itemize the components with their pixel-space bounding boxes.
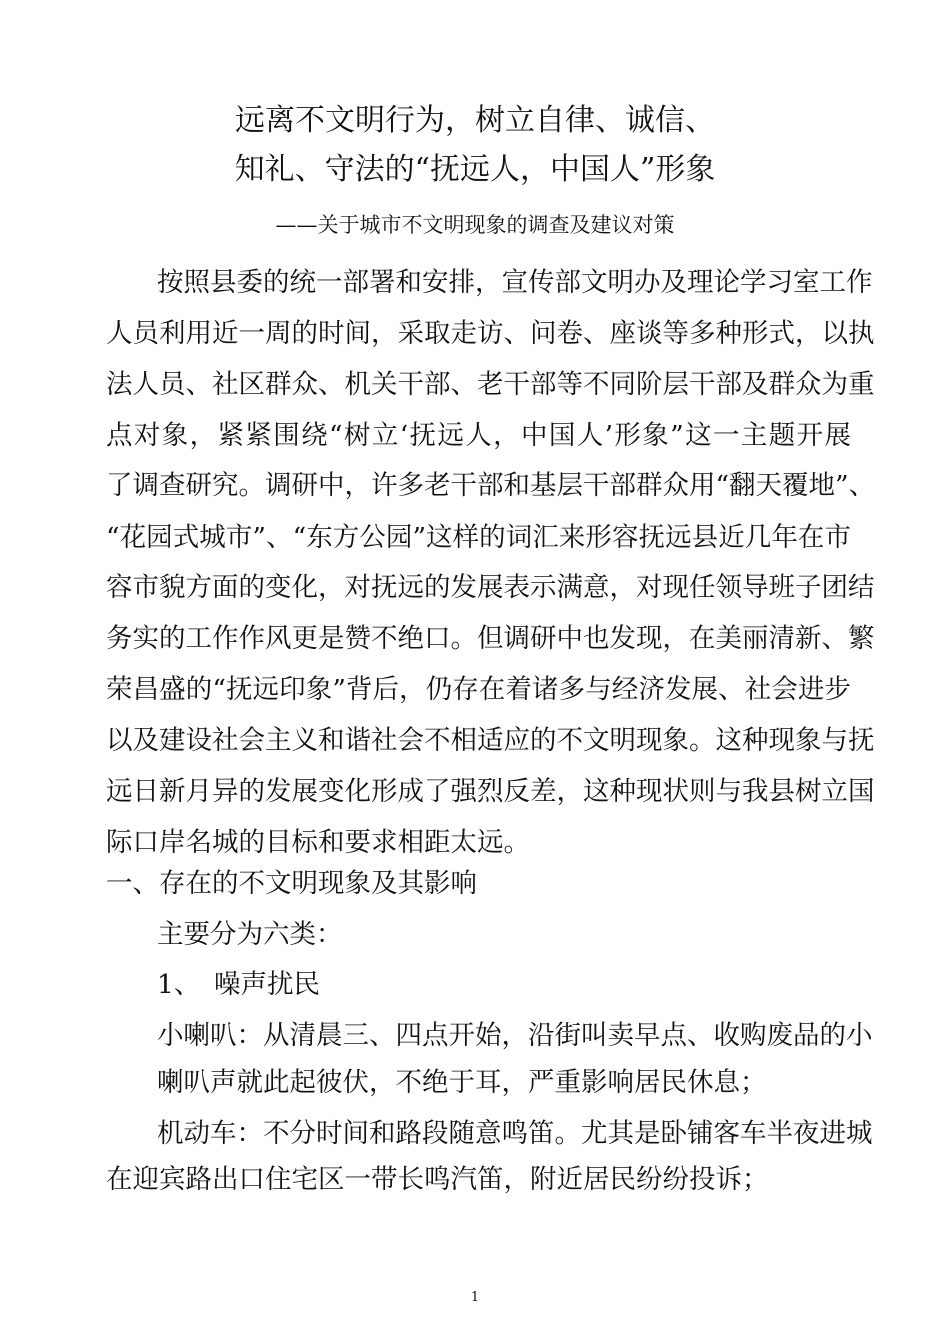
page-number: 1	[470, 1290, 480, 1305]
list-item-number: 1、	[157, 969, 201, 1000]
categories-intro: 主要分为六类：	[157, 919, 343, 950]
subtitle: ——关于城市不文明现象的调查及建议对策	[275, 213, 675, 237]
list-item-1	[157, 968, 851, 1002]
paragraph-line: 法人员、社区群众、机关干部、老干部等不同阶层干部及群众为重	[106, 369, 875, 400]
paragraph-line: 人员利用近一周的时间，采取走访、问卷、座谈等多种形式，以执	[106, 318, 875, 349]
section-heading: 一、存在的不文明现象及其影响	[106, 868, 477, 899]
paragraph-line: 了调查研究。调研中，许多老干部和基层干部群众用“翻天覆地”、	[106, 470, 876, 501]
paragraph-line: 按照县委的统一部署和安排，宣传部文明办及理论学习室工作	[157, 267, 873, 298]
paragraph-line: 机动车：不分时间和路段随意鸣笛。尤其是卧铺客车半夜进城	[157, 1118, 873, 1149]
paragraph-line: 荣昌盛的“抚远印象”背后，仍存在着诸多与经济发展、社会进步	[106, 674, 851, 705]
paragraph-line: 喇叭声就此起彼伏，不绝于耳，严重影响居民休息；	[157, 1067, 767, 1098]
list-item-label: 噪声扰民	[214, 969, 320, 1000]
paragraph-line: 际口岸名城的目标和要求相距太远。	[106, 827, 530, 858]
paragraph-line: 务实的工作作风更是赞不绝口。但调研中也发现，在美丽清新、繁	[106, 623, 875, 654]
paragraph-line: 点对象，紧紧围绕“树立‘抚远人，中国人’形象”这一主题开展	[106, 420, 851, 451]
paragraph-line: 在迎宾路出口住宅区一带长鸣汽笛，附近居民纷纷投诉；	[106, 1164, 769, 1195]
title-line-2: 知礼、守法的“抚远人，中国人”形象	[234, 152, 716, 187]
paragraph-line: 以及建设社会主义和谐社会不相适应的不文明现象。这种现象与抚	[106, 725, 875, 756]
paragraph-line: 容市貌方面的变化，对抚远的发展表示满意，对现任领导班子团结	[106, 572, 875, 603]
paragraph-line: 小喇叭：从清晨三、四点开始，沿街叫卖早点、收购废品的小	[157, 1020, 873, 1051]
paragraph-line: “花园式城市”、“东方公园”这样的词汇来形容抚远县近几年在市	[106, 522, 851, 553]
title-line-1: 远离不文明行为，树立自律、诚信、	[235, 103, 715, 138]
paragraph-line: 远日新月异的发展变化形成了强烈反差，这种现状则与我县树立国	[106, 776, 875, 807]
